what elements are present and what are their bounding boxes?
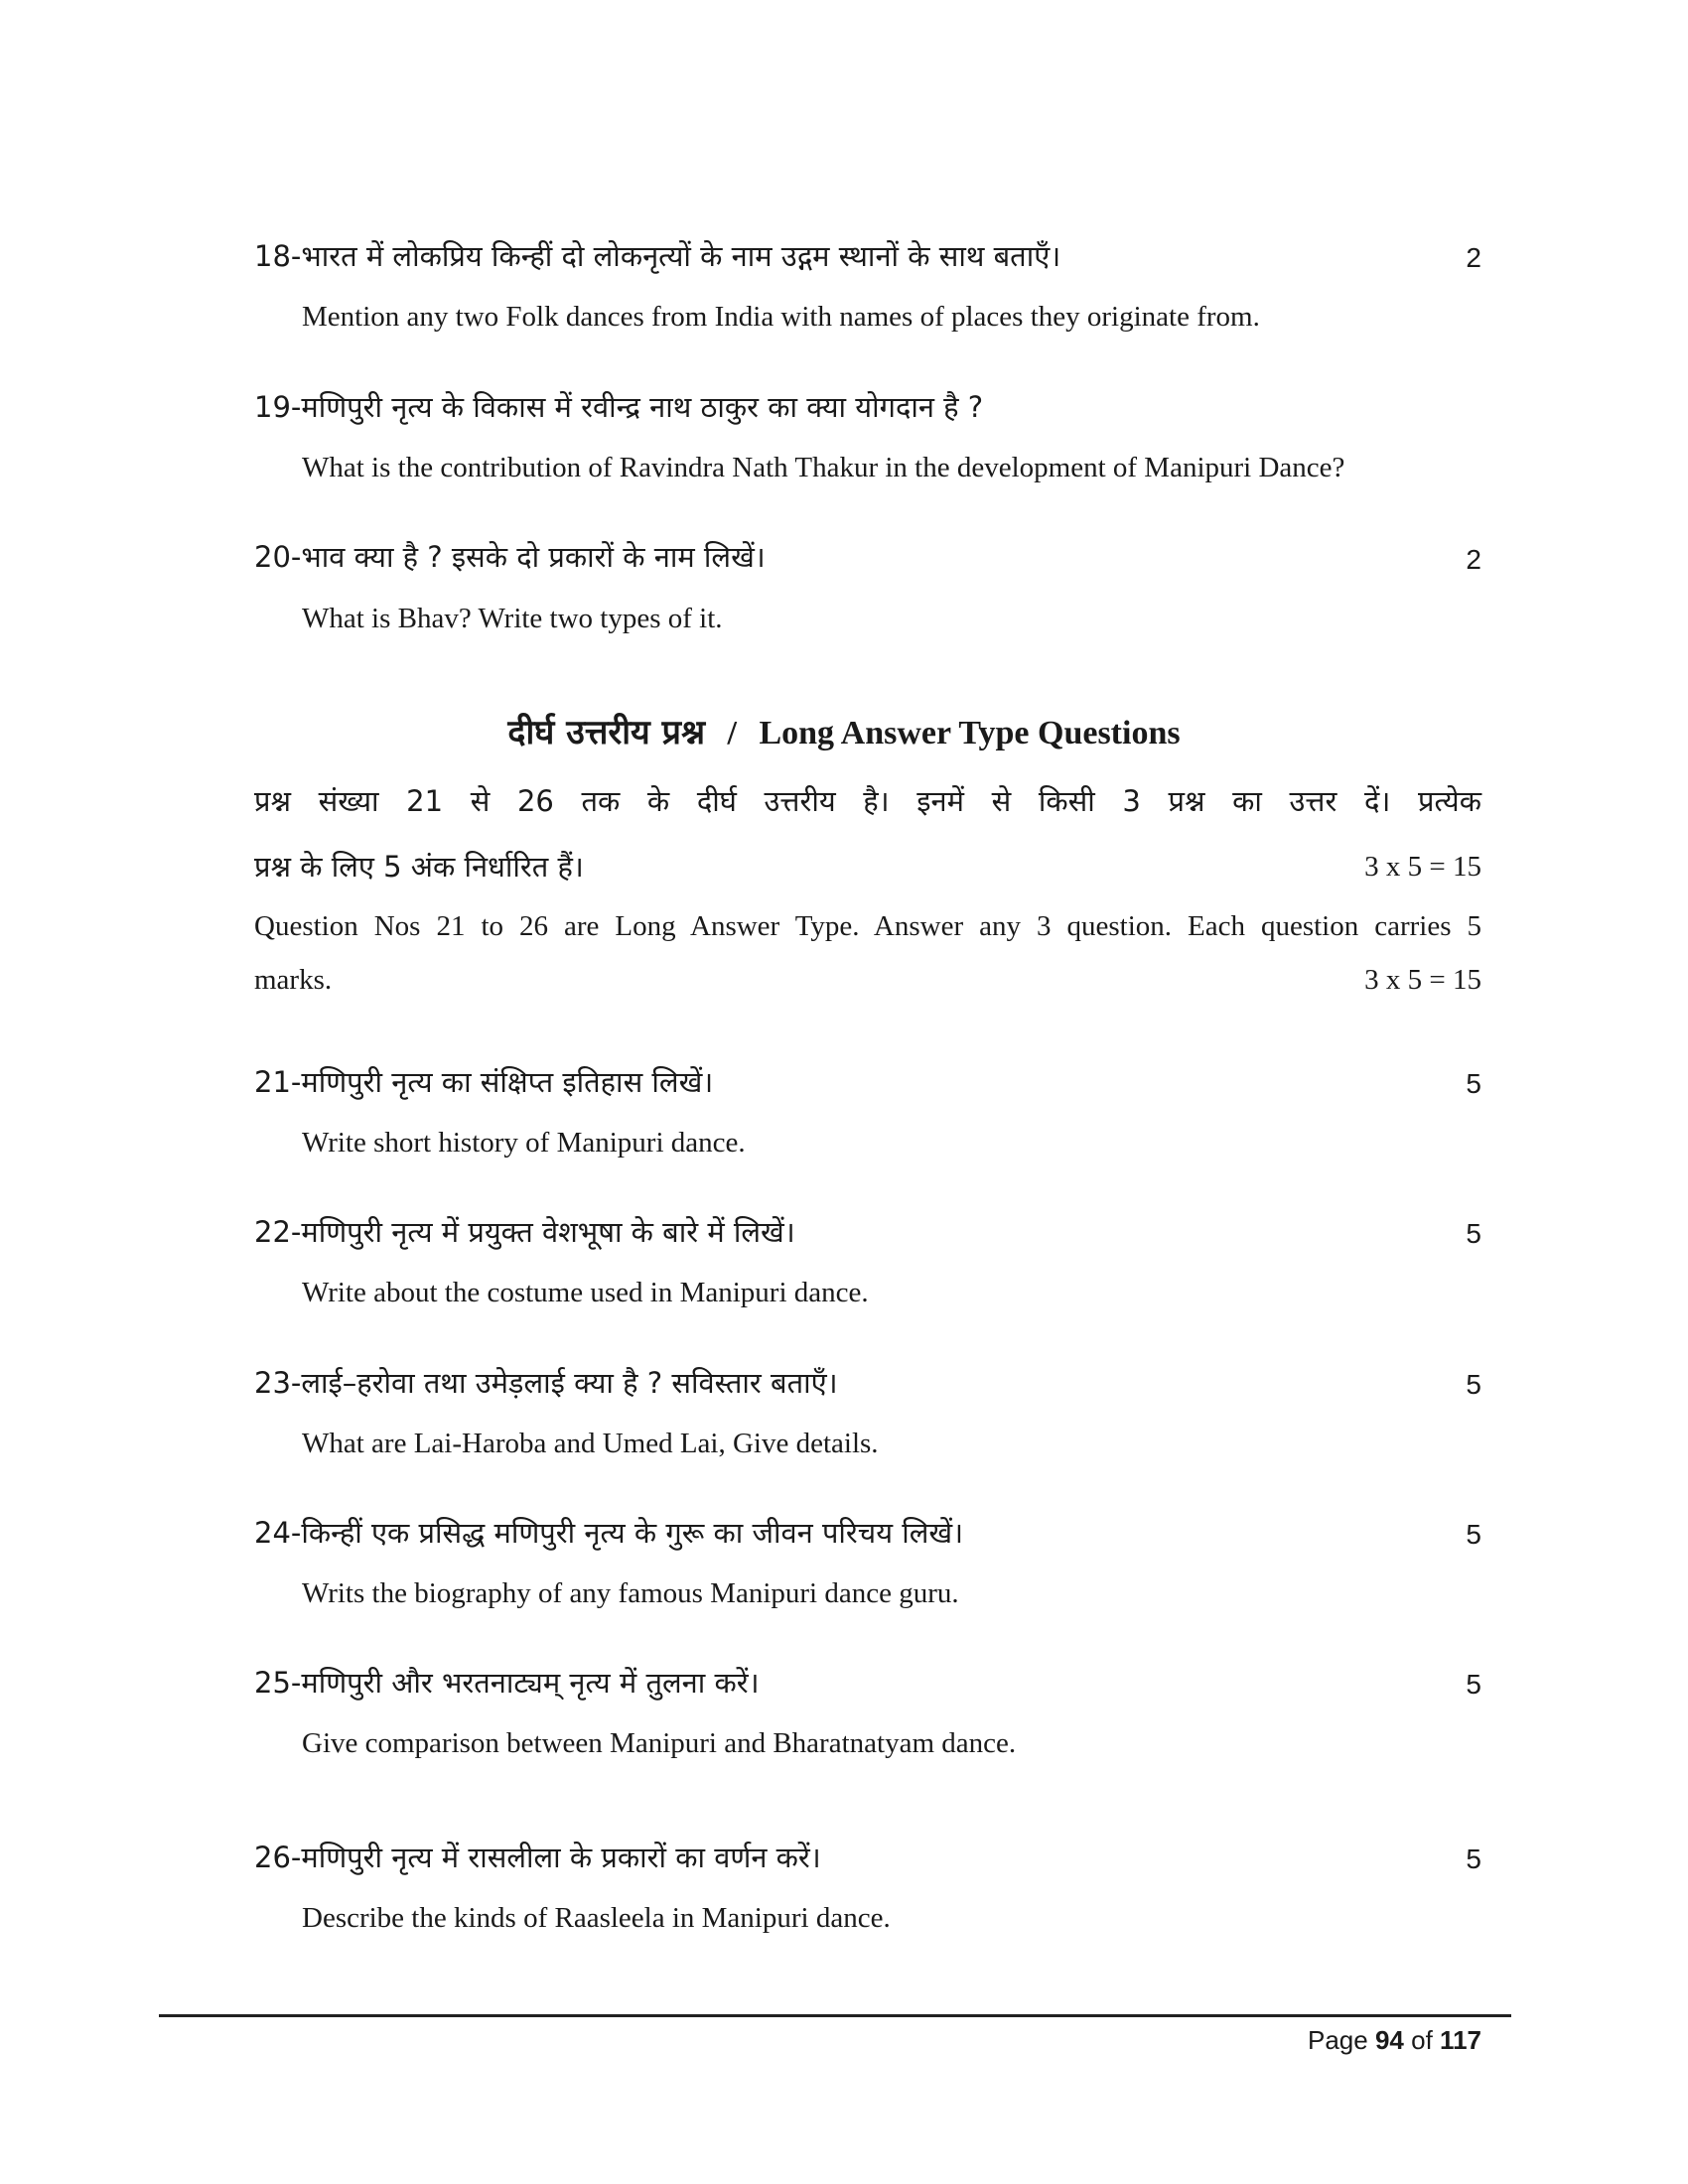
footer-page-word: Page [1308, 2025, 1368, 2055]
section-heading [0, 708, 1688, 753]
question-22-marks: 5 [1466, 1218, 1481, 1249]
question-20-english: What is Bhav? Write two types of it. [302, 603, 723, 634]
question-26-hindi: 26-मणिपुरी नृत्य में रासलीला के प्रकारों का वर्णन करें। [254, 1841, 821, 1874]
question-25-marks: 5 [1466, 1669, 1481, 1700]
question-21-english: Write short history of Manipuri dance. [302, 1127, 746, 1159]
question-26-marks: 5 [1466, 1843, 1481, 1874]
instructions-english-line1: Question Nos 21 to 26 are Long Answer Type. Answer any 3 question. Each question carries 5 [254, 910, 1481, 942]
page-footer [1308, 2025, 1481, 2056]
question-24-marks: 5 [1466, 1519, 1481, 1550]
footer-page-number: 94 [1374, 2025, 1404, 2055]
instructions-hindi-marks: 3 x 5 = 15 [1364, 851, 1481, 883]
footer-total-pages: 117 [1440, 2025, 1481, 2055]
question-22-english: Write about the costume used in Manipuri dance. [302, 1277, 869, 1308]
question-25-hindi: 25-मणिपुरी और भरतनाट्यम् नृत्य में तुलना करें। [254, 1666, 760, 1700]
footer-divider [159, 2014, 1511, 2017]
question-23-english: What are Lai-Haroba and Umed Lai, Give details. [302, 1428, 879, 1459]
question-25-english: Give comparison between Manipuri and Bharatnatyam dance. [302, 1727, 1017, 1759]
question-24-english: Writs the biography of any famous Manipuri dance guru. [302, 1577, 959, 1609]
section-heading-hindi: दीर्घ उत्तरीय प्रश्न [507, 713, 705, 752]
section-heading-english: Long Answer Type Questions [759, 715, 1181, 751]
section-heading-separator: / [727, 715, 737, 751]
instructions-hindi-line1: प्रश्न संख्या 21 से 26 तक के दीर्घ उत्तरीय है। इनमें से किसी 3 प्रश्न का उत्तर दें। प्रत्येक [254, 784, 1481, 818]
footer-of-word: of [1411, 2025, 1433, 2055]
question-23-marks: 5 [1466, 1369, 1481, 1400]
question-24-hindi: 24-किन्हीं एक प्रसिद्ध मणिपुरी नृत्य के गुरू का जीवन परिचय लिखें। [254, 1516, 964, 1550]
instructions-english-line2: marks. [254, 964, 333, 996]
question-21-hindi: 21-मणिपुरी नृत्य का संक्षिप्त इतिहास लिखें। [254, 1065, 714, 1099]
question-19-english: What is the contribution of Ravindra Nath Thakur in the development of Manipuri Dance? [302, 452, 1345, 483]
instructions-english-marks: 3 x 5 = 15 [1364, 964, 1481, 996]
question-21-marks: 5 [1466, 1068, 1481, 1099]
question-18-hindi: 18-भारत में लोकप्रिय किन्हीं दो लोकनृत्यों के नाम उद्गम स्थानों के साथ बताएँ। [254, 239, 1061, 273]
question-22-hindi: 22-मणिपुरी नृत्य में प्रयुक्त वेशभूषा के बारे में लिखें। [254, 1215, 795, 1249]
question-26-english: Describe the kinds of Raasleela in Manipuri dance. [302, 1902, 891, 1934]
question-19-hindi: 19-मणिपुरी नृत्य के विकास में रवीन्द्र नाथ ठाकुर का क्या योगदान है ? [254, 390, 984, 424]
question-23-hindi: 23-लाई–हरोवा तथा उमेड़लाई क्या है ? सविस्तार बताएँ। [254, 1366, 838, 1400]
instructions-hindi-line2: प्रश्न के लिए 5 अंक निर्धारित हैं। [254, 850, 584, 884]
question-20-marks: 2 [1466, 544, 1481, 575]
question-18-marks: 2 [1466, 242, 1481, 273]
question-20-hindi: 20-भाव क्या है ? इसके दो प्रकारों के नाम लिखें। [254, 540, 766, 574]
question-18-english: Mention any two Folk dances from India with names of places they originate from. [302, 301, 1260, 333]
